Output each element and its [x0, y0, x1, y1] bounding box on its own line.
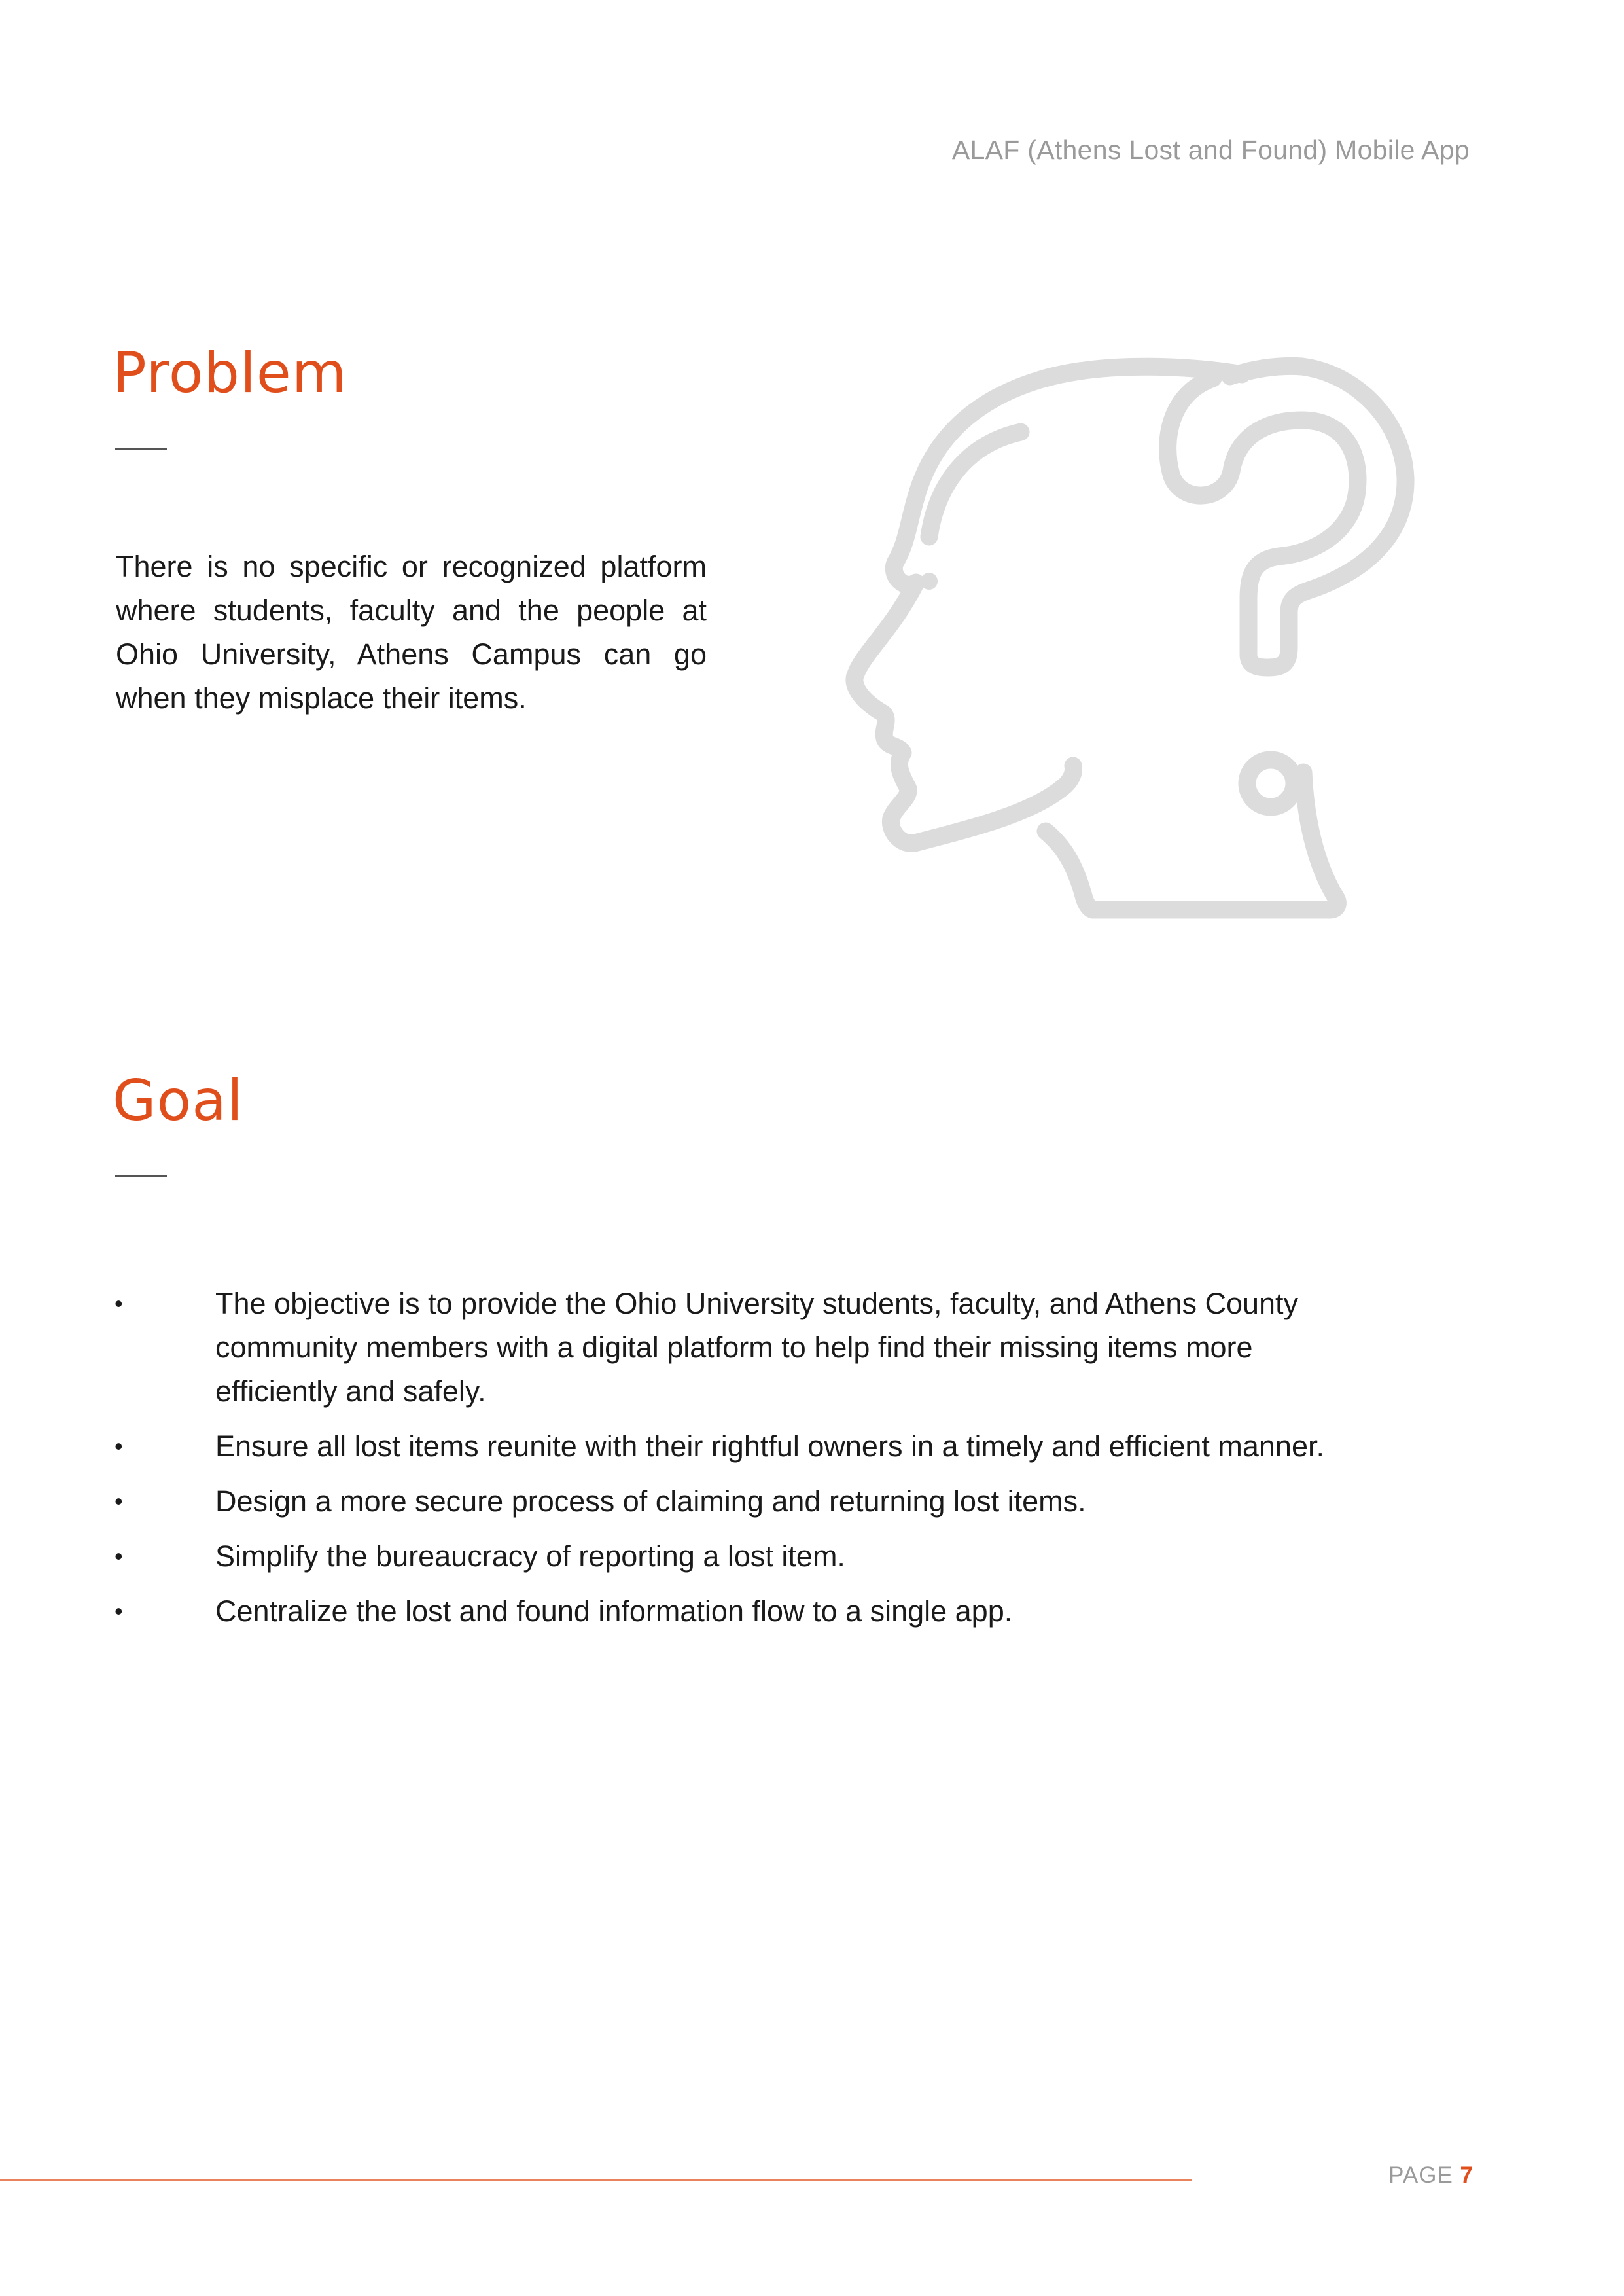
goal-item-text: Ensure all lost items reunite with their rightful owners in a timely and efficient manner. [215, 1429, 1324, 1463]
bullet-icon: • [115, 1488, 123, 1515]
goal-item-text: Simplify the bureaucracy of reporting a lost item. [215, 1539, 845, 1573]
goal-title-rule [115, 1175, 167, 1177]
bullet-icon: • [115, 1543, 123, 1570]
goal-item-text: Centralize the lost and found information flow to a single app. [215, 1594, 1013, 1628]
page-label: PAGE [1388, 2162, 1453, 2188]
goal-title: Goal [113, 1068, 243, 1134]
goal-list [115, 1282, 1423, 1644]
head-question-mark-icon [831, 347, 1459, 975]
goal-item [115, 1534, 1423, 1578]
problem-title: Problem [113, 340, 347, 406]
goal-item [115, 1282, 1423, 1413]
problem-title-rule [115, 448, 167, 450]
bullet-icon: • [115, 1290, 123, 1317]
goal-item-text: Design a more secure process of claiming and returning lost items. [215, 1484, 1086, 1518]
goal-item-text: The objective is to provide the Ohio University students, faculty, and Athens County community members with a digital platform to help find their missing items more efficiently and safely. [215, 1287, 1299, 1408]
goal-item [115, 1589, 1423, 1633]
running-header: ALAF (Athens Lost and Found) Mobile App [951, 135, 1470, 165]
bullet-icon: • [115, 1598, 123, 1624]
goal-item [115, 1479, 1423, 1523]
page-number [1388, 2162, 1474, 2189]
footer-rule [0, 2179, 1192, 2181]
goal-item [115, 1424, 1423, 1468]
problem-text: There is no specific or recognized platform where students, faculty and the people at Ohio University, Athens Campus can go when they misplace their items. [116, 550, 707, 715]
page-value: 7 [1460, 2162, 1474, 2188]
bullet-icon: • [115, 1433, 123, 1460]
